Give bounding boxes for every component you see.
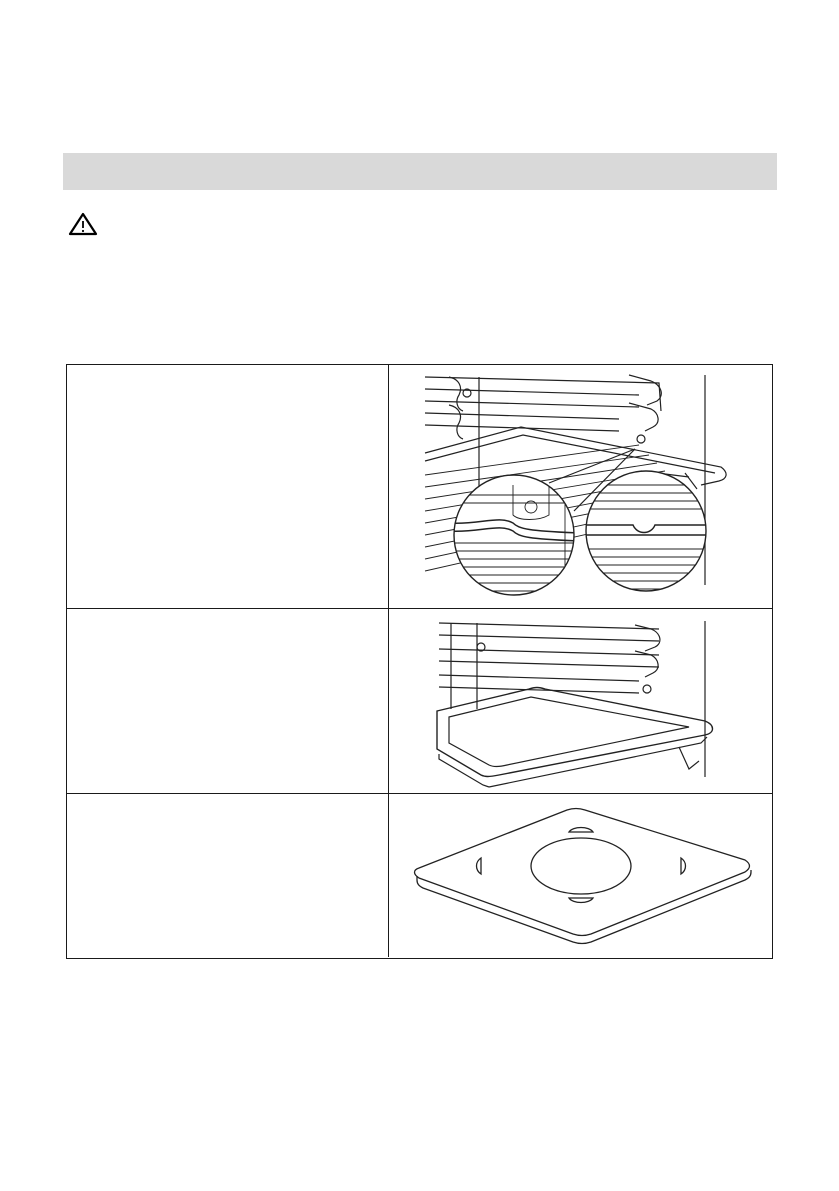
warning-triangle-icon bbox=[68, 212, 98, 236]
table-row bbox=[67, 609, 772, 794]
row-description bbox=[67, 609, 389, 793]
tray-drawing bbox=[389, 609, 771, 792]
wire-shelf-drawing bbox=[389, 365, 771, 607]
table-row bbox=[67, 794, 772, 957]
section-heading-bar bbox=[63, 153, 777, 190]
row-description bbox=[67, 794, 389, 957]
accessories-table bbox=[66, 364, 773, 959]
tray-illustration bbox=[389, 609, 772, 793]
row-description bbox=[67, 365, 389, 608]
wire-shelf-illustration bbox=[389, 365, 772, 608]
baking-stone-drawing bbox=[389, 794, 771, 955]
baking-stone-illustration bbox=[389, 794, 772, 957]
table-row bbox=[67, 365, 772, 609]
